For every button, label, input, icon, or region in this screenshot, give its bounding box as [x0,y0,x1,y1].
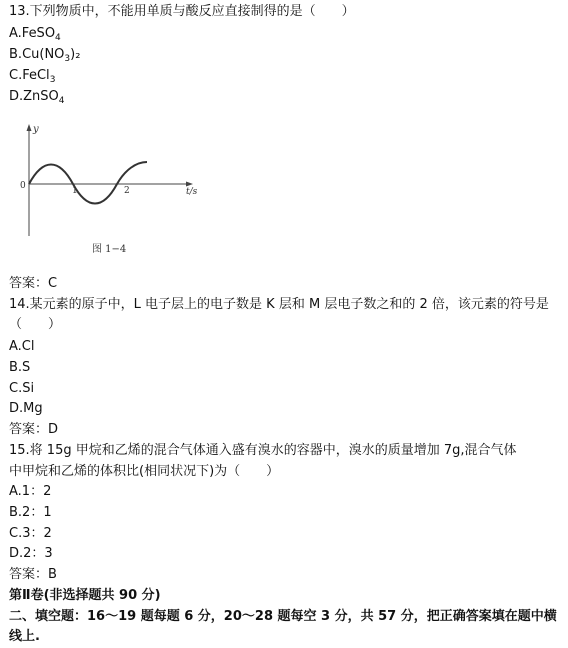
q13-option-b: $B.Cu(NO_3)_2$ [9,47,81,64]
q14-option-b: B.S [9,360,31,375]
wave-graph [12,118,212,258]
q15-answer: 答案：B [9,567,57,582]
wave-figure [12,118,212,258]
q13-option-c: C.FeCl$_3$ [9,68,56,85]
q14-stem: 14.某元素的原子中，L 电子层上的电子数是 K 层和 M 层电子数之和的 2 倍，该元素的符号是（ ） [9,297,549,332]
q15-option-d: D.2：3 [9,546,53,561]
q15-stem-line1: 15.将 15g 甲烷和乙烯的混合气体通入盛有溴水的容器中，溴水的质量增加 7g,混合气体 [9,443,517,458]
x-axis-label: t/s [186,187,198,197]
q15-option-a: A.1：2 [9,484,52,499]
q15-option-b: B.2：1 [9,505,52,520]
q15-option-c: C.3：2 [9,526,52,541]
tick-label-2: 2 [124,186,130,196]
section2-instruction: 二、填空题：16～19 题每题 6 分，20～28 题每空 3 分，共 57 分，把正确答案填在题中横线上. [9,609,557,644]
y-axis-arrow [27,124,32,131]
q15-stem-line2: 中甲烷和乙烯的体积比(相同状况下)为（ ） [9,464,280,479]
section2-title: 第Ⅱ卷(非选择题共 90 分) [9,588,161,603]
q14-option-a: A.Cl [9,339,35,354]
x-axis-arrow [186,182,193,187]
q13-answer: 答案：C [9,276,58,291]
q13-option-a: A.FeSO$_4$ [9,26,61,43]
origin-label: 0 [20,181,26,191]
y-axis-label: y [33,124,39,135]
tick-label-1: 1 [72,186,78,196]
q14-option-d: D.Mg [9,401,43,416]
sine-wave-curve [29,162,147,204]
q14-option-c: C.Si [9,381,35,396]
q14-answer: 答案：D [9,422,59,437]
q13-stem: 13.下列物质中，不能用单质与酸反应直接制得的是（ ） [9,4,355,19]
figure-caption: 图 1−4 [92,244,127,255]
q13-option-d: D.ZnSO$_4$ [9,89,65,106]
